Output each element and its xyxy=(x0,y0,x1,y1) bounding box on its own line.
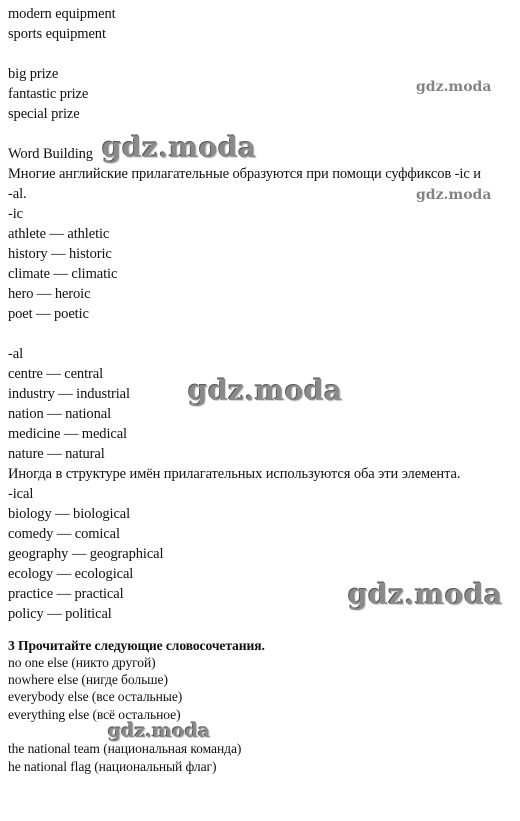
text-line: modern equipment xyxy=(8,6,116,22)
phrase-line: everybody else (все остальные) xyxy=(8,689,183,704)
word-pair: centre — central xyxy=(8,366,104,382)
phrase-line: no one else (никто другой) xyxy=(8,655,156,670)
phrase-line: everything else (всё остальное) xyxy=(8,707,181,722)
watermark: gdz.moda xyxy=(102,131,257,164)
word-pair: policy — political xyxy=(8,606,112,622)
phrase-line: the national team (национальная команда) xyxy=(8,741,242,756)
word-pair: industry — industrial xyxy=(8,386,130,402)
text-line: Многие английские прилагательные образуются при помощи суффиксов -ic и xyxy=(8,166,481,182)
text-line: fantastic prize xyxy=(8,86,89,102)
word-pair: geography — geographical xyxy=(8,546,164,562)
watermark: gdz.moda xyxy=(416,187,492,203)
text-line: big prize xyxy=(8,66,59,82)
word-pair: poet — poetic xyxy=(8,306,89,322)
phrase-line: he national flag (национальный флаг) xyxy=(8,759,217,774)
word-pair: athlete — athletic xyxy=(8,226,110,242)
word-pair: ecology — ecological xyxy=(8,566,134,582)
exercise-heading: 3 Прочитайте следующие словосочетания. xyxy=(8,638,265,653)
word-pair: nation — national xyxy=(8,406,112,422)
suffix-label: -al xyxy=(8,346,23,362)
word-pair: hero — heroic xyxy=(8,286,91,302)
word-pair: comedy — comical xyxy=(8,526,120,542)
text-line: -al. xyxy=(8,186,27,202)
watermark: gdz.moda xyxy=(348,578,503,611)
watermark: gdz.moda xyxy=(108,720,211,742)
text-line: sports equipment xyxy=(8,26,106,42)
text-line: Иногда в структуре имён прилагательных используются оба эти элемента. xyxy=(8,466,461,482)
word-pair: biology — biological xyxy=(8,506,131,522)
word-pair: medicine — medical xyxy=(8,426,127,442)
phrase-line: nowhere else (нигде больше) xyxy=(8,672,168,687)
suffix-label: -ical xyxy=(8,486,34,502)
word-pair: nature — natural xyxy=(8,446,105,462)
watermark: gdz.moda xyxy=(188,374,343,407)
word-pair: climate — climatic xyxy=(8,266,118,282)
suffix-label: -ic xyxy=(8,206,23,222)
text-line: special prize xyxy=(8,106,80,122)
section-heading: Word Building xyxy=(8,146,93,162)
watermark: gdz.moda xyxy=(416,79,492,95)
word-pair: practice — practical xyxy=(8,586,124,602)
word-pair: history — historic xyxy=(8,246,112,262)
